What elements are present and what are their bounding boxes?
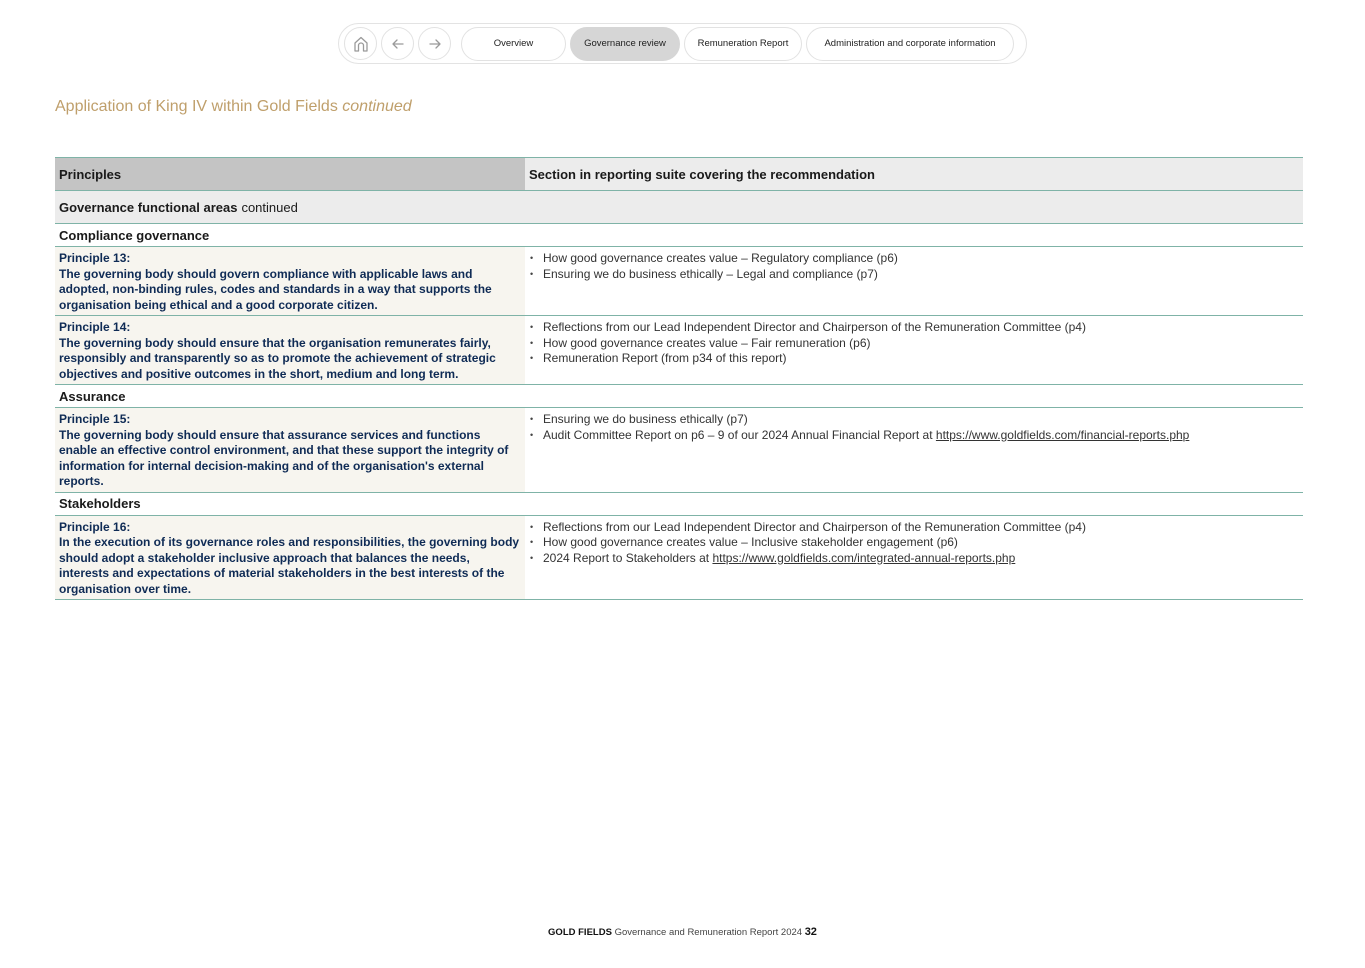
financial-reports-link[interactable]: https://www.goldfields.com/financial-reports.php: [935, 427, 1190, 442]
page-title-suffix: continued: [342, 98, 412, 115]
table-row: [55, 247, 1303, 316]
column-header-principles: Principles: [55, 158, 525, 190]
principle-cell: [55, 408, 525, 492]
list-item: • How good governance creates value – Inclusive stakeholder engagement (p6): [529, 535, 1299, 551]
page-footer: [0, 926, 1365, 938]
home-icon: [351, 34, 371, 54]
principle-text: The governing body should ensure that assurance services and functions enable an effective control environment, and that these support the integrity of information for internal decision-making and of the organisation's external reports.: [59, 427, 509, 488]
principle-text: The governing body should ensure that the organisation remunerates fairly, responsibly and transparently so as to promote the achievement of strategic objectives and positive outcomes in the short, medium and long term.: [59, 335, 496, 381]
home-button[interactable]: [344, 27, 377, 60]
principle-text: The governing body should govern compliance with applicable laws and adopted, non-binding rules, codes and standards in a way that supports the organisation being ethical and a good corporate citizen.: [59, 266, 492, 312]
section-cell: [525, 247, 1303, 315]
section-cell: [525, 316, 1303, 384]
page-number: 32: [804, 926, 817, 938]
list-item: [529, 551, 1299, 567]
principle-label: Principle 16:: [59, 519, 131, 534]
list-item: • How good governance creates value – Regulatory compliance (p6): [529, 251, 1299, 267]
list-item: • Reflections from our Lead Independent Director and Chairperson of the Remuneration Committee (p4): [529, 520, 1299, 536]
group-row: [55, 191, 1303, 224]
tab-governance-review[interactable]: Governance review: [570, 27, 680, 61]
section-row-assurance: Assurance: [55, 385, 1303, 408]
list-item: • Remuneration Report (from p34 of this report): [529, 351, 1299, 367]
principle-label: Principle 14:: [59, 320, 131, 334]
principle-label: Principle 15:: [59, 412, 131, 426]
integrated-annual-reports-link[interactable]: https://www.goldfields.com/integrated-annual-reports.php: [712, 550, 1016, 565]
list-item: • Ensuring we do business ethically – Legal and compliance (p7): [529, 267, 1299, 283]
page-title: [55, 98, 412, 116]
back-button[interactable]: [381, 27, 414, 60]
top-navigation: [338, 23, 1027, 64]
tab-administration-corporate-information[interactable]: Administration and corporate information: [806, 27, 1014, 61]
table-header-row: [55, 158, 1303, 191]
group-label: Governance functional areas: [59, 199, 238, 215]
section-row-stakeholders: Stakeholders: [55, 493, 1303, 516]
list-item: • Reflections from our Lead Independent Director and Chairperson of the Remuneration Committee (p4): [529, 320, 1299, 336]
table-row: [55, 316, 1303, 385]
tab-remuneration-report[interactable]: Remuneration Report: [684, 27, 802, 61]
list-item: [529, 428, 1299, 444]
list-item: • Ensuring we do business ethically (p7): [529, 412, 1299, 428]
principle-cell: [55, 516, 525, 600]
list-item: • How good governance creates value – Fair remuneration (p6): [529, 336, 1299, 352]
section-row-compliance-governance: Compliance governance: [55, 224, 1303, 247]
list-item-text: 2024 Report to Stakeholders at: [543, 550, 713, 565]
arrow-right-icon: [425, 34, 445, 54]
table-row: [55, 408, 1303, 493]
principle-text: In the execution of its governance roles and responsibilities, the governing body should adopt a stakeholder inclusive approach that balances the needs, interests and expectations of material stakeholders in the best interests of the organisation over time.: [59, 535, 520, 596]
section-cell: [525, 408, 1303, 492]
principle-label: Principle 13:: [59, 251, 131, 265]
principle-cell: [55, 247, 525, 315]
list-item-text: Audit Committee Report on p6 – 9 of our 2024 Annual Financial Report at: [543, 427, 936, 442]
tab-overview[interactable]: Overview: [461, 27, 566, 61]
principle-cell: [55, 316, 525, 384]
section-cell: [525, 516, 1303, 600]
king-iv-table: [55, 157, 1303, 600]
page-title-text: Application of King IV within Gold Fields: [55, 98, 338, 115]
arrow-left-icon: [388, 34, 408, 54]
footer-title: Governance and Remuneration Report 2024: [614, 927, 803, 938]
forward-button[interactable]: [418, 27, 451, 60]
table-row: [55, 516, 1303, 601]
column-header-section: Section in reporting suite covering the recommendation: [525, 158, 1303, 190]
footer-brand: GOLD FIELDS: [548, 927, 612, 938]
group-suffix: continued: [241, 199, 298, 215]
